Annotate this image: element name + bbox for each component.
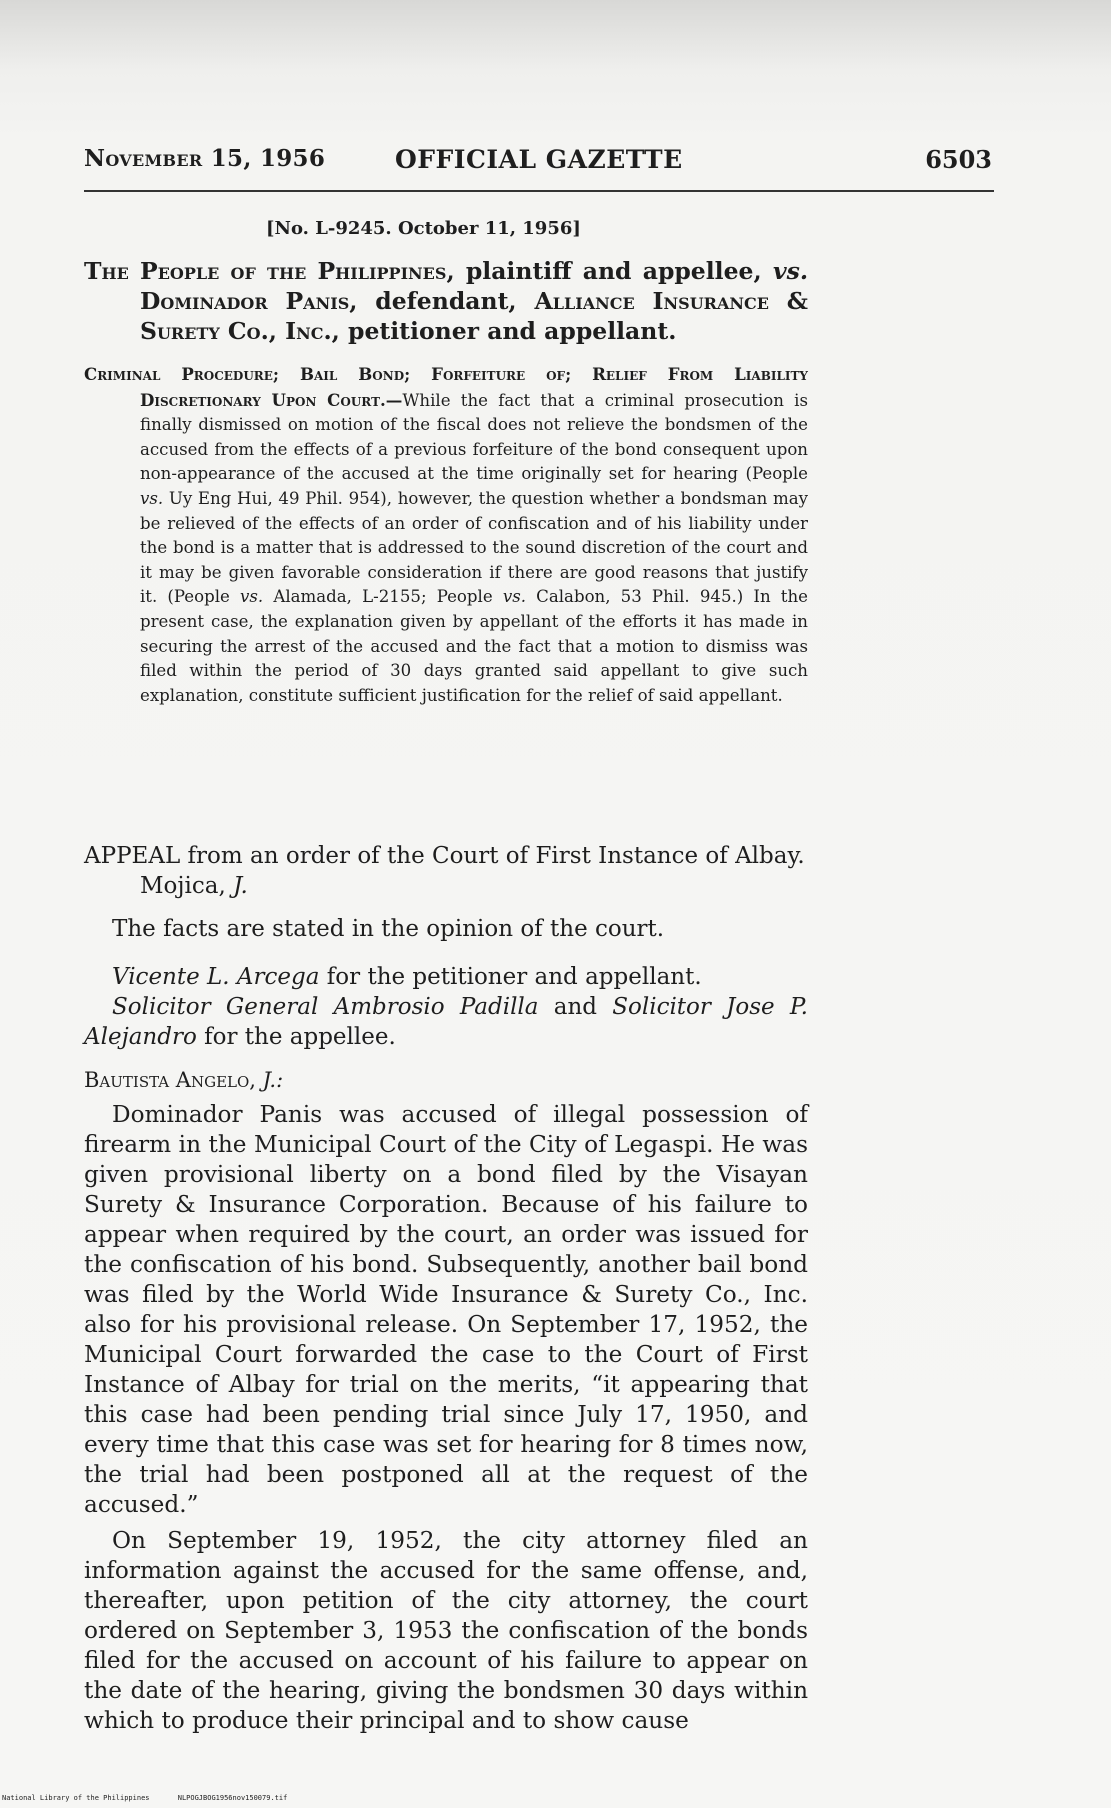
appeal-text: APPEAL from an order of the Court of First Instance of Albay. Mojica, <box>84 843 805 899</box>
syllabus-text-4: Calabon, 53 Phil. 945.) In the present case, the explanation given by appellant of the efforts it has made in securing the arrest of the accused and the fact that a motion to dismiss was filed within the period of 30 days granted said appellant to give such explanation, constitute sufficient justification for the relief of said appellant. <box>140 587 808 705</box>
case-parties <box>84 256 808 346</box>
syllabus-text-1: While the fact that a criminal prosecution is finally dismissed on motion of the fiscal does not relieve the bondsmen of the accused from the effects of a previous forfeiture of the bond consequent upon non-appearance of the accused at the time originally set for hearing (People <box>140 390 808 484</box>
plaintiff-name: The People of the Philippines <box>84 257 447 285</box>
footer-library: National Library of the Philippines <box>2 1794 150 1802</box>
appellee-counsel-line <box>84 992 808 1052</box>
versus-label: vs. <box>772 257 809 285</box>
appeal-line <box>84 841 808 901</box>
syllabus-vs-3: vs. <box>502 587 526 607</box>
page-number: 6503 <box>925 145 992 174</box>
petitioner-role: , petitioner and appellant. <box>331 317 677 345</box>
scan-footer <box>2 1794 311 1802</box>
page-header <box>84 145 992 185</box>
footer-file: NLPOGJBOG1956nov150079.tif <box>177 1794 288 1802</box>
facts-line: The facts are stated in the opinion of the court. <box>112 916 665 942</box>
plaintiff-role: , plaintiff and appellee, <box>446 257 762 285</box>
opinion-paragraph-1: Dominador Panis was accused of illegal possession of firearm in the Municipal Court of the City of Legaspi. He was given provisional liberty on a bond filed by the Visayan Surety & Insurance Corporation. Because of his failure to appear when required by the court, an order was issued for the confiscation of his bond. Subsequently, another bail bond was filed by the World Wide Insurance & Surety Co., Inc. also for his provisional release. On September 17, 1952, the Municipal Court forwarded the case to the Court of First Instance of Albay for trial on the merits, “it appearing that this case had been pending trial since July 17, 1950, and every time that this case was set for hearing for 8 times now, the trial had been postponed all at the request of the accused.” <box>84 1101 808 1518</box>
ponente-name: Bautista Angelo, <box>84 1068 256 1092</box>
counsel-and: and <box>538 994 613 1020</box>
opinion-body <box>84 1100 808 1742</box>
appellee-counsel-text: for the appellee. <box>196 1024 396 1050</box>
syllabus-text-2: Uy Eng Hui, 49 Phil. 954), however, the question whether a bondsman may be relieved of the effects of an order of confiscation and of his liability under the bond is a matter that is addressed to the sound discretion of the court and it may be given favorable consideration if there are good reasons that justify it. (People <box>140 488 808 607</box>
syllabus-text-3: Alamada, L-2155; People <box>263 587 503 607</box>
defendant-role: , defendant, <box>349 287 517 315</box>
petitioner-counsel-line <box>84 962 808 992</box>
syllabus <box>84 362 808 708</box>
syllabus-vs-2: vs. <box>240 587 264 607</box>
header-title: OFFICIAL GAZETTE <box>395 145 683 174</box>
counsel-block <box>84 962 808 1052</box>
appellee-counsel-1: Solicitor General Ambrosio Padilla <box>112 994 539 1020</box>
appeal-judge: J. <box>233 873 248 899</box>
petitioner-counsel-text: for the petitioner and appellant. <box>319 964 702 990</box>
ponente-title: J.: <box>255 1068 284 1092</box>
opinion-paragraph-2: On September 19, 1952, the city attorney filed an information against the accused for the same offense, and, thereafter, upon petition of the city attorney, the court ordered on September 3, 1953 the confiscation of the bonds filed for the accused on account of his failure to appear on the date of the hearing, giving the bondsmen 30 days within which to produce their principal and to show cause <box>84 1527 808 1734</box>
syllabus-heading: Criminal Procedure; Bail Bond; Forfeiture of; Relief From Liability Discretionary Upon Court.— <box>84 364 808 410</box>
appellee-counsel-2: Solicitor Jose P. Alejandro <box>84 994 808 1050</box>
header-rule <box>84 190 994 192</box>
petitioner-counsel: Vicente L. Arcega <box>112 964 320 990</box>
ponente <box>84 1068 283 1092</box>
header-date: November 15, 1956 <box>84 145 326 172</box>
defendant-name: Dominador Panis <box>140 287 350 315</box>
petitioner-name: Alliance Insurance & Surety Co., Inc. <box>140 287 808 345</box>
case-number: [No. L-9245. October 11, 1956] <box>266 218 581 239</box>
syllabus-vs-1: vs. <box>140 488 164 508</box>
